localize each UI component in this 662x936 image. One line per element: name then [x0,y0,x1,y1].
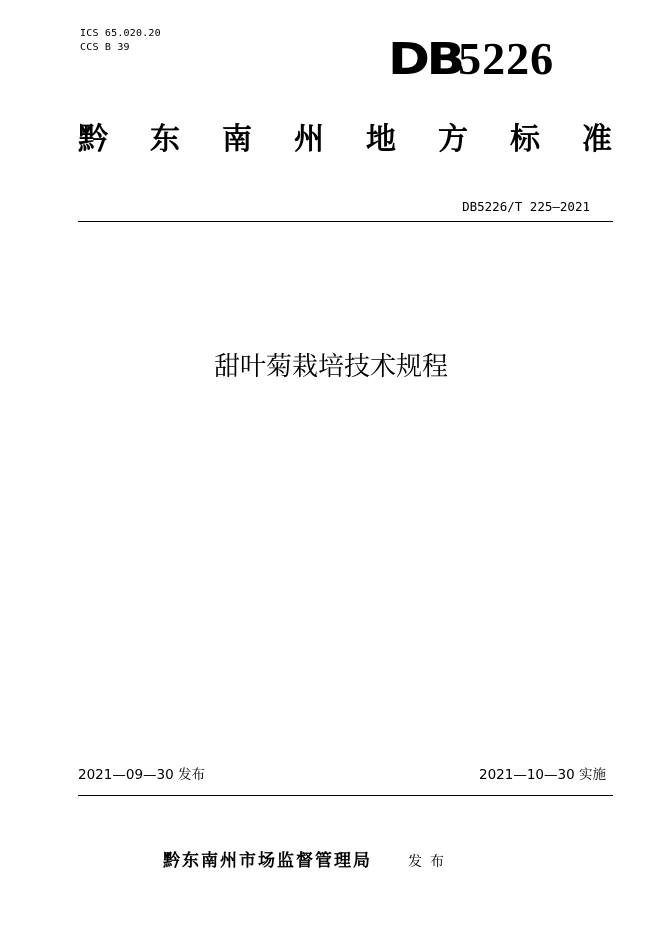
standard-type-char: 黔 [78,122,108,157]
standard-type-title [78,118,612,162]
issue-date: 2021—09—30 发布 [78,767,206,783]
publisher-name: 黔东南州市场监督管理局 [163,851,372,871]
standard-type-char: 地 [366,122,396,157]
standard-type-char: 州 [294,122,324,157]
document-title: 甜叶菊栽培技术规程 [213,352,448,382]
standard-type-char: 南 [222,122,252,157]
standard-logo [388,34,588,84]
ccs-code: CCS B 39 [80,42,130,53]
bottom-divider [78,795,613,796]
top-divider [78,221,613,222]
publisher-line [163,850,452,873]
standard-number: DB5226/T 225—2021 [462,199,590,214]
standard-type-char: 标 [510,122,540,157]
logo-number: 5226 [458,33,555,84]
implementation-date: 2021—10—30 实施 [478,767,606,783]
standard-type-char: 东 [150,122,180,157]
ics-code: ICS 65.020.20 [80,28,161,39]
logo-prefix: DB [388,34,462,85]
standard-type-char: 方 [438,122,468,157]
publish-verb: 发布 [408,854,452,870]
standard-type-char: 准 [582,122,612,157]
